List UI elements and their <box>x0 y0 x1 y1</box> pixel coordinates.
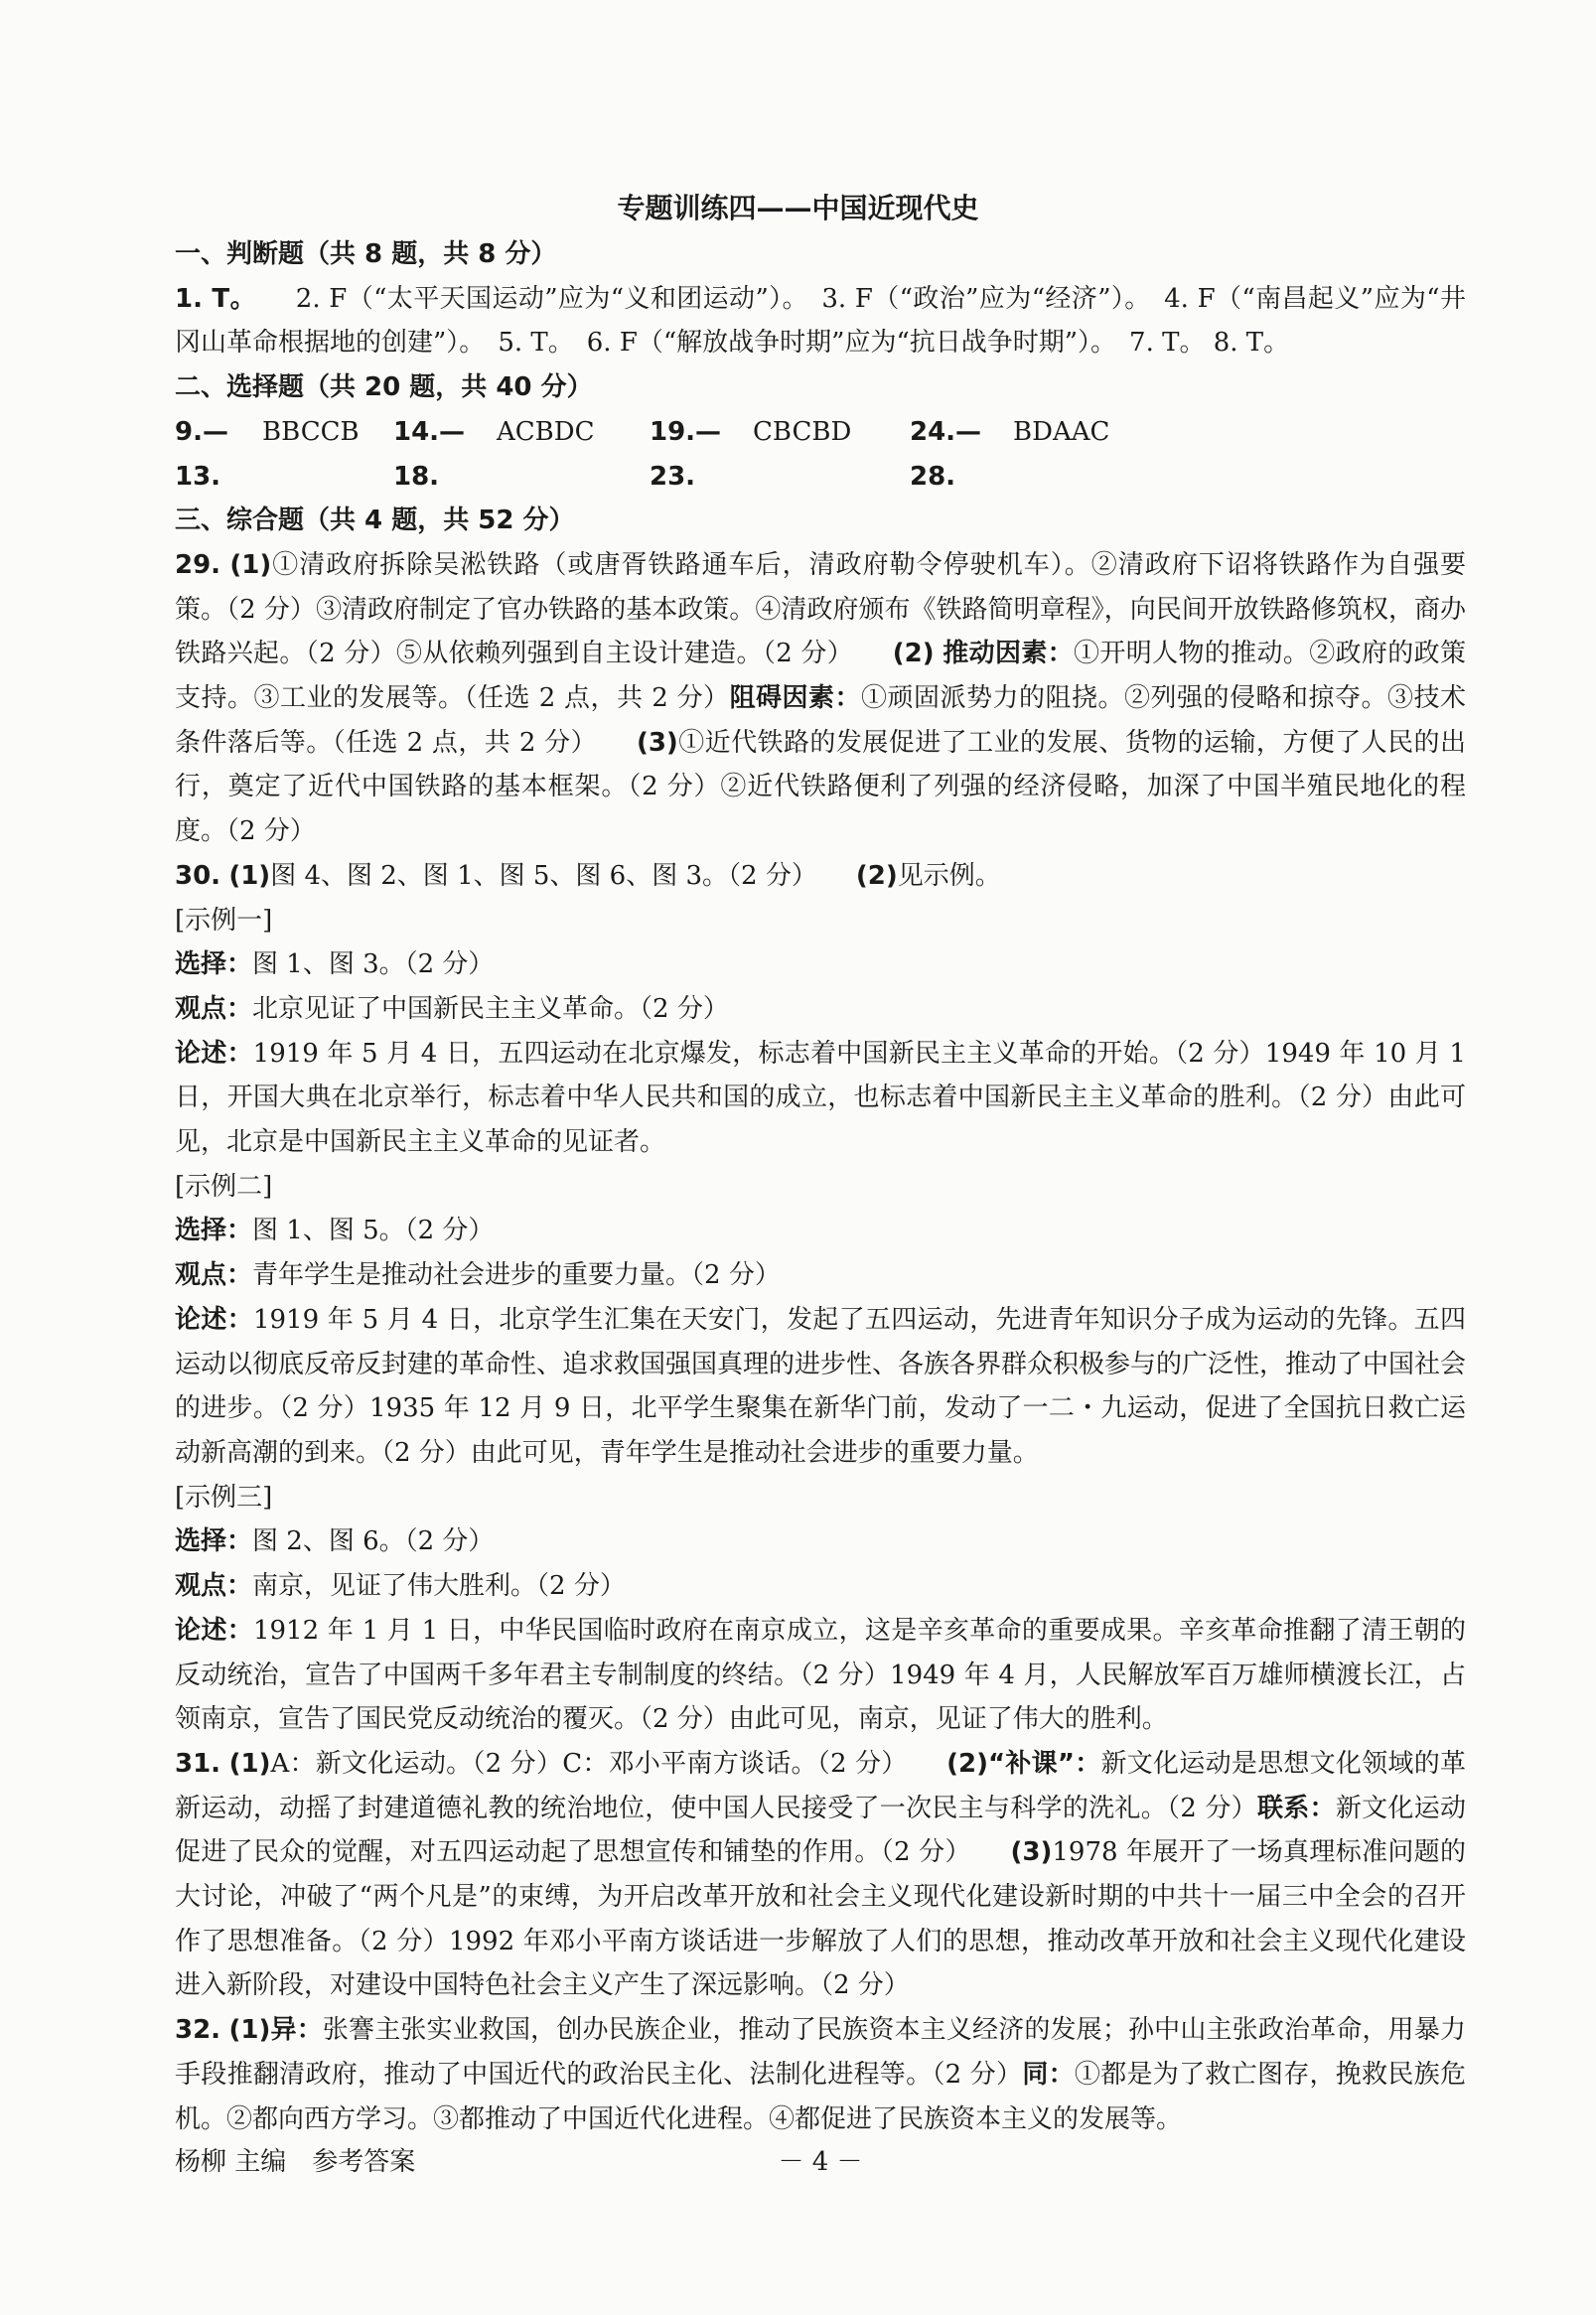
example-1-choice-text: 图 1、图 3。（2 分） <box>252 949 495 980</box>
q31-part3-text: 1978 年展开了一场真理标准问题的大讨论，冲破了“两个凡是”的束缚，为开启改革开放和社会主义现代化建设新时期的中共十一届三中全会的召开作了思想准备。（2 分）1992 年邓小平南方谈话进一步解放了人们的思想，推动改革开放和社会主义现代化建设进入新阶段，对建设中国特色社会主义产生了深远影响。（2 分） <box>175 1837 1466 2001</box>
q31-link-label: 联系： <box>1256 1793 1336 1823</box>
question-31-answer <box>175 1742 1466 2008</box>
example-1-view <box>175 987 1466 1032</box>
example-3-view <box>175 1564 1466 1609</box>
q32-part1-marker: (1) <box>228 2015 271 2046</box>
q30-part2-marker: (2) <box>855 860 898 891</box>
answer-3: 3. F（“政治”应为“经济”）。 <box>821 283 1138 314</box>
example-1-argument <box>175 1032 1466 1165</box>
example-1-tag: [示例一] <box>175 905 273 936</box>
argument-label: 论述： <box>175 1304 253 1335</box>
q31-number: 31. <box>175 1748 221 1779</box>
example-3-choice-text: 图 2、图 6。（2 分） <box>252 1526 495 1557</box>
q29-part1-text: ①清政府拆除吴淞铁路（或唐胥铁路通车后，清政府勒令停驶机车）。②清政府下诏将铁路作为自强要策。（2 分）③清政府制定了官办铁路的基本政策。④清政府颁布《铁路简明章程》，向民间开放铁路修筑权，商办铁路兴起。（2 分）⑤从依赖列强到自主设计建造。（2 分） <box>175 549 1466 669</box>
question-29-answer <box>175 543 1466 854</box>
answer-4: 4. F（“南昌起义”应为“井冈山革命根据地的创建”）。 <box>175 283 1466 359</box>
example-2-argument-text: 1919 年 5 月 4 日，北京学生汇集在天安门，发起了五四运动，先进青年知识分子成为运动的先锋。五四运动以彻底反帝反封建的革命性、追求救国强国真理的进步性、各族各界群众积极参与的广泛性，推动了中国社会的进步。（2 分）1935 年 12 月 9 日，北平学生聚集在新华门前，发动了一二・九运动，促进了全国抗日救亡运动新高潮的到来。（2 分）由此可见，青年学生是推动社会进步的重要力量。 <box>175 1304 1467 1468</box>
section-2-heading: 二、选择题（共 20 题，共 40 分） <box>175 372 593 403</box>
section-3-heading: 三、综合题（共 4 题，共 52 分） <box>175 506 575 536</box>
q32-diff-text: 张謇主张实业救国，创办民族企业，推动了民族资本主义经济的发展；孙中山主张政治革命，用暴力手段推翻清政府，推动了中国近代的政治民主化、法制化进程等。（2 分） <box>175 2015 1466 2090</box>
q32-diff-label: 异： <box>270 2015 323 2046</box>
example-2-view-text: 青年学生是推动社会进步的重要力量。（2 分） <box>252 1260 781 1291</box>
q29-part3-text: ①近代铁路的发展促进了工业的发展、货物的运输，方便了人民的出行，奠定了近代中国铁路的基本框架。（2 分）②近代铁路便利了列强的经济侵略，加深了中国半殖民地化的程度。（2 分） <box>175 727 1466 847</box>
argument-label: 论述： <box>175 1038 253 1069</box>
q30-part2-text: 见示例。 <box>897 860 1001 891</box>
q31-makeup-label: “补课”： <box>988 1748 1101 1779</box>
view-label: 观点： <box>175 1571 253 1602</box>
choice-answer-4: BDAAC <box>1013 416 1110 447</box>
choice-answer-3: CBCBD <box>753 416 852 447</box>
view-label: 观点： <box>175 993 253 1024</box>
example-3-tag: [示例三] <box>175 1482 273 1513</box>
answer-2: 2. F（“太平天国运动”应为“义和团运动”）。 <box>295 283 796 314</box>
example-2-choice-text: 图 1、图 5。（2 分） <box>252 1216 495 1246</box>
choice-range-3: 19.—23. <box>650 416 722 492</box>
choice-range-2: 14.—18. <box>393 416 466 492</box>
choice-answer-2: ACBDC <box>497 416 595 447</box>
answer-8: 8. T。 <box>1213 328 1290 359</box>
q31-part1-text: A：新文化运动。（2 分）C：邓小平南方谈话。（2 分） <box>270 1748 895 1779</box>
true-false-answers <box>175 277 1466 365</box>
section-1-heading: 一、判断题（共 8 题，共 8 分） <box>175 239 557 269</box>
q31-link-text: 新文化运动促进了民众的觉醒，对五四运动起了思想宣传和铺垫的作用。（2 分） <box>175 1793 1466 1868</box>
choice-range-4: 24.—28. <box>910 416 982 492</box>
q29-number: 29. <box>175 549 221 580</box>
q29-promote-text: ①开明人物的推动。②政府的政策支持。③工业的发展等。（任选 2 点，共 2 分） <box>175 639 1466 714</box>
question-30-answer <box>175 854 1466 899</box>
example-1-view-text: 北京见证了中国新民主主义革命。（2 分） <box>252 993 729 1024</box>
question-32-answer <box>175 2008 1466 2141</box>
answer-7: 7. T。 <box>1129 328 1206 359</box>
q31-part2-marker: (2) <box>946 1748 989 1779</box>
q29-part2-marker: (2) <box>892 639 935 669</box>
example-3-argument-text: 1912 年 1 月 1 日，中华民国临时政府在南京成立，这是辛亥革命的重要成果。辛亥革命推翻了清王朝的反动统治，宣告了中国两千多年君主专制制度的终结。（2 分）1949 年 4 月，人民解放军百万雄师横渡长江，占领南京，宣告了国民党反动统治的覆灭。（2 分）由此可见，南京，见证了伟大的胜利。 <box>175 1615 1466 1735</box>
example-1-choice <box>175 942 1466 987</box>
example-3-choice <box>175 1519 1466 1564</box>
example-3-argument <box>175 1609 1466 1742</box>
q32-number: 32. <box>175 2015 221 2046</box>
example-1-argument-text: 1919 年 5 月 4 日，五四运动在北京爆发，标志着中国新民主主义革命的开始。（2 分）1949 年 10 月 1 日，开国大典在北京举行，标志着中华人民共和国的成立，也标志着中国新民主主义革命的胜利。（2 分）由此可见，北京是中国新民主主义革命的见证者。 <box>175 1038 1466 1158</box>
footer-editor: 杨柳 主编 参考答案 <box>175 2147 416 2177</box>
q30-part1-marker: (1) <box>228 860 271 891</box>
argument-label: 论述： <box>175 1615 253 1646</box>
choice-answer-1: BBCCB <box>262 416 360 447</box>
page-title: 专题训练四——中国近现代史 <box>617 192 979 224</box>
example-3-view-text: 南京，见证了伟大胜利。（2 分） <box>252 1571 626 1602</box>
q30-number: 30. <box>175 860 221 891</box>
choice-label: 选择： <box>175 1216 253 1246</box>
q29-hinder-text: ①顽固派势力的阻挠。②列强的侵略和掠夺。③技术条件落后等。（任选 2 点，共 2 分） <box>175 683 1466 758</box>
q29-promote-label: 推动因素： <box>943 639 1075 669</box>
answer-content <box>175 232 1466 2141</box>
q29-part3-marker: (3) <box>636 727 678 758</box>
q32-same-text: ①都是为了救亡图存，挽救民族危机。②都向西方学习。③都推动了中国近代化进程。④都促进了民族资本主义的发展等。 <box>175 2059 1466 2134</box>
choice-label: 选择： <box>175 1526 253 1557</box>
q29-part1-marker: (1) <box>229 549 272 580</box>
answer-5: 5. T。 <box>498 328 561 359</box>
q31-part3-marker: (3) <box>1010 1837 1053 1868</box>
q31-part1-marker: (1) <box>228 1748 271 1779</box>
q32-same-label: 同： <box>1022 2059 1075 2090</box>
q30-part1-text: 图 4、图 2、图 1、图 5、图 6、图 3。（2 分） <box>270 860 804 891</box>
choice-label: 选择： <box>175 949 253 980</box>
page-number: － 4 － <box>778 2147 863 2177</box>
example-2-argument <box>175 1298 1466 1476</box>
q31-makeup-text: 新文化运动是思想文化领域的革新运动，动摇了封建道德礼教的统治地位，使中国人民接受了一次民主与科学的洗礼。（2 分） <box>175 1748 1466 1823</box>
example-2-view <box>175 1253 1466 1298</box>
example-2-choice <box>175 1209 1466 1253</box>
choice-answers <box>175 410 1466 499</box>
answer-6: 6. F（“解放战争时期”应为“抗日战争时期”）。 <box>586 328 1104 359</box>
choice-range-1: 9.—13. <box>175 416 228 492</box>
q29-hinder-label: 阻碍因素： <box>729 683 862 714</box>
answer-1: 1. T。 <box>175 283 243 314</box>
example-2-tag: [示例二] <box>175 1171 273 1202</box>
view-label: 观点： <box>175 1260 253 1291</box>
